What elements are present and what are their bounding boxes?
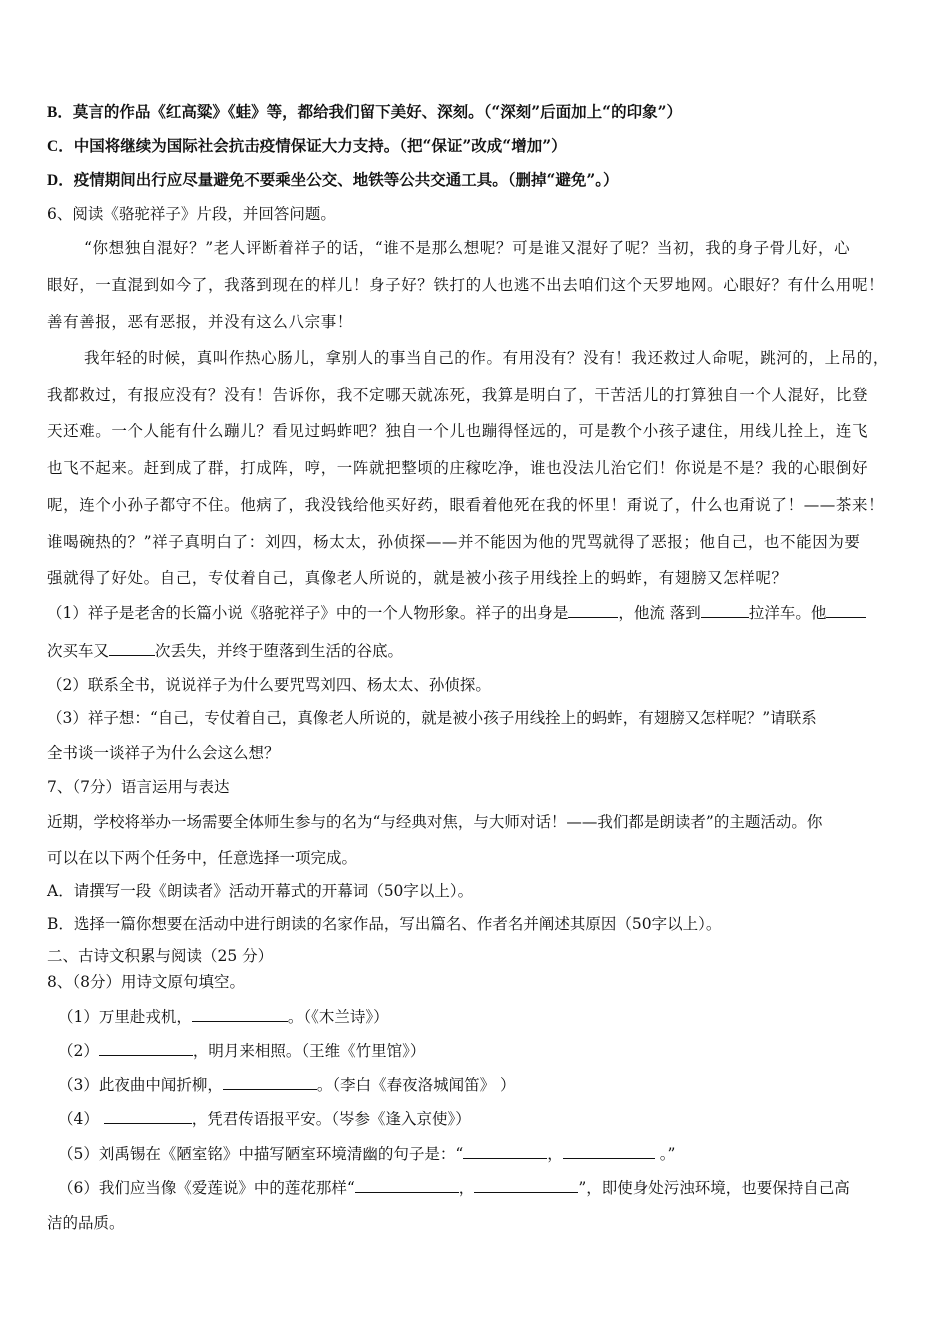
passage-line: 我都救过，有报应没有？没有！告诉你，我不定哪天就冻死，我算是明白了，干苦活儿的打算独自一个人混好，比登	[47, 386, 869, 404]
answer-blank[interactable]	[355, 1178, 459, 1193]
q7-intro-cont: 可以在以下两个任务中，任意选择一项完成。	[47, 849, 358, 867]
option-letter: B．	[47, 104, 73, 121]
answer-blank[interactable]	[826, 603, 866, 618]
q6-sub1: （1）祥子是老舍的长篇小说《骆驼祥子》中的一个人物形象。祥子的出身是 ，他流 落到 拉洋车。他	[47, 603, 907, 623]
q8-item-6-cont: 洁的品质。	[47, 1214, 125, 1232]
q7-task-b: B．选择一篇你想要在活动中进行朗读的名家作品，写出篇名、作者名并阐述其原因（50字以上）。	[47, 915, 722, 933]
answer-blank[interactable]	[104, 1109, 192, 1124]
q8-item-6: （6）我们应当像《爱莲说》中的莲花那样“ ， ”，即使身处污浊环境，也要保持自己高	[58, 1179, 850, 1197]
q7-intro: 近期，学校将举办一场需要全体师生参与的名为“与经典对焦，与大师对话！——我们都是朗读者”的主题活动。你	[47, 813, 823, 831]
answer-blank[interactable]	[192, 1007, 288, 1022]
option-text: 中国将继续为国际社会抗击疫情保证大力支持。（把“保证”改成“增加”）	[73, 136, 567, 155]
q8-item-2: （2） ，明月来相照。（王维《竹里馆》）	[58, 1042, 426, 1060]
q7-heading: 7、（7分）语言运用与表达	[47, 778, 230, 796]
q8-item-4: （4） ，凭君传语报平安。（岑参《逢入京使》）	[58, 1110, 471, 1128]
passage-line: 我年轻的时候，真叫作热心肠儿，拿别人的事当自己的作。有用没有？没有！我还救过人命呢，跳河的，上吊的，	[84, 349, 890, 367]
q6-sub3: （3）祥子想：“自己，专仗着自己，真像老人所说的，就是被小孩子用线拴上的蚂蚱，有翅膀又怎样呢？”请联系	[47, 709, 817, 727]
q8-heading: 8、（8分）用诗文原句填空。	[47, 973, 245, 991]
answer-blank[interactable]	[474, 1178, 578, 1193]
answer-blank[interactable]	[563, 1144, 655, 1159]
q6-sub2: （2）联系全书，说说祥子为什么要咒骂刘四、杨太太、孙侦探。	[47, 676, 491, 694]
q6-sub3-cont: 全书谈一谈祥子为什么会这么想？	[47, 744, 280, 762]
q7-task-a: A．请撰写一段《朗读者》活动开幕式的开幕词（50字以上）。	[47, 882, 474, 900]
q8-item-3: （3）此夜曲中闻折柳， 。（李白《春夜洛城闻笛》 ）	[58, 1076, 516, 1094]
option-letter: C．	[47, 138, 74, 155]
passage-line: 也飞不起来。赶到成了群，打成阵，哼，一阵就把整顷的庄稼吃净，谁也没法儿治它们！你说是不是？我的心眼倒好	[47, 459, 869, 477]
answer-blank[interactable]	[99, 1041, 193, 1056]
section-2-heading: 二、古诗文积累与阅读（25 分）	[47, 947, 274, 965]
q6-heading: 6、阅读《骆驼祥子》片段，并回答问题。	[47, 205, 336, 223]
answer-blank[interactable]	[463, 1144, 547, 1159]
q5-option-c	[47, 136, 907, 157]
q5-option-d	[47, 170, 907, 191]
passage-line: 眼好，一直混到如今了，我落到现在的样儿！身子好？铁打的人也逃不出去咱们这个天罗地网。心眼好？有什么用呢！	[47, 276, 885, 294]
answer-blank[interactable]	[568, 603, 618, 618]
option-text: 疫情期间出行应尽量避免不要乘坐公交、地铁等公共交通工具。（删掉“避免”。）	[73, 170, 619, 189]
passage-line: 呢，连个小孙子都守不住。他病了，我没钱给他买好药，眼看着他死在我的怀里！甭说了，什么也甭说了！——茶来！	[47, 496, 885, 514]
q8-item-5: （5）刘禹锡在《陋室铭》中描写陋室环境清幽的句子是：“ ， 。”	[58, 1145, 676, 1163]
passage-line: 天还难。一个人能有什么蹦儿？看见过蚂蚱吧？独自一个儿也蹦得怪远的，可是教个小孩子逮住，用线儿拴上，连飞	[47, 422, 869, 440]
answer-blank[interactable]	[701, 603, 749, 618]
passage-line: 强就得了好处。自己，专仗着自己，真像老人所说的，就是被小孩子用线拴上的蚂蚱，有翅膀又怎样呢？	[47, 569, 788, 587]
answer-blank[interactable]	[109, 641, 155, 656]
q8-item-1: （1）万里赴戎机， 。（《木兰诗》）	[58, 1008, 389, 1026]
passage-line: 善有善报，恶有恶报，并没有这么八宗事！	[47, 313, 353, 331]
q6-sub1-cont: 次买车又 次丢失，并终于堕落到生活的谷底。	[47, 642, 404, 660]
passage-line: 谁喝碗热的？”祥子真明白了：刘四，杨太太，孙侦探——并不能因为他的咒骂就得了恶报；他自己，也不能因为要	[47, 533, 861, 551]
q5-option-b	[47, 102, 907, 123]
answer-blank[interactable]	[223, 1075, 317, 1090]
passage-line: “你想独自混好？”老人评断着祥子的话，“谁不是那么想呢？可是谁又混好了呢？当初，我的身子骨儿好，心	[84, 239, 851, 257]
option-text: 莫言的作品《红高粱》《蛙》等，都给我们留下美好、深刻。（“深刻”后面加上“的印象”）	[72, 102, 683, 121]
option-letter: D．	[47, 172, 74, 189]
